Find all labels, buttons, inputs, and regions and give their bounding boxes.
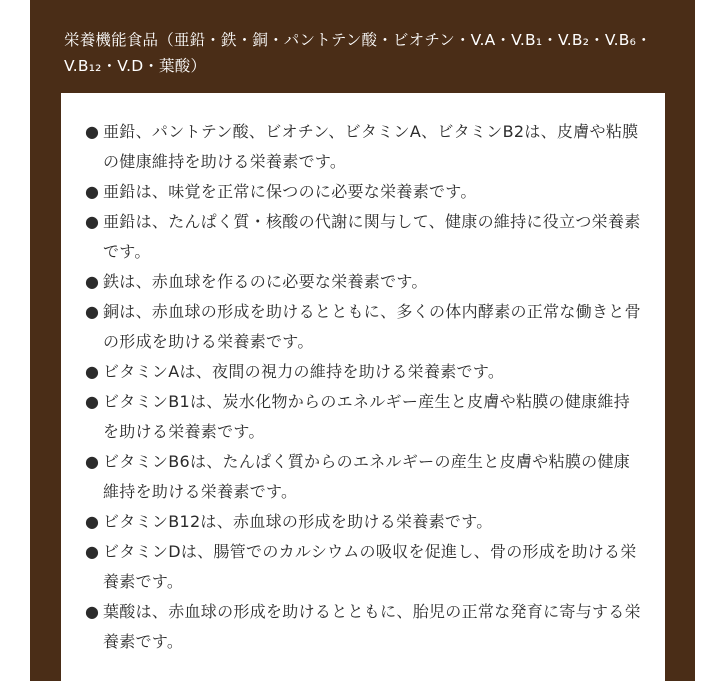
list-item bbox=[85, 267, 645, 297]
list-item-text: ビタミンB12は、赤血球の形成を助ける栄養素です。 bbox=[103, 512, 493, 531]
bullet-icon: ● bbox=[85, 542, 100, 561]
list-item bbox=[85, 357, 645, 387]
bullet-icon: ● bbox=[85, 602, 100, 621]
bullet-icon: ● bbox=[85, 182, 100, 201]
bullet-icon: ● bbox=[85, 272, 100, 291]
list-item bbox=[85, 117, 645, 177]
list-item-text: 葉酸は、赤血球の形成を助けるとともに、胎児の正常な発育に寄与する栄養素です。 bbox=[103, 602, 641, 651]
list-item-text: ビタミンB1は、炭水化物からのエネルギー産生と皮膚や粘膜の健康維持を助ける栄養素です。 bbox=[103, 392, 631, 441]
panel-title: 栄養機能食品（亜鉛・鉄・銅・パントテン酸・ビオチン・V.A・V.B₁・V.B₂・V.B₆・V.B₁₂・V.D・葉酸） bbox=[64, 31, 652, 75]
list-item bbox=[85, 387, 645, 447]
list-item bbox=[85, 507, 645, 537]
bullet-icon: ● bbox=[85, 452, 100, 471]
bullet-icon: ● bbox=[85, 512, 100, 531]
nutrient-claims-list bbox=[85, 117, 645, 657]
list-item bbox=[85, 177, 645, 207]
list-item bbox=[85, 597, 645, 657]
list-item-text: 亜鉛は、たんぱく質・核酸の代謝に関与して、健康の維持に役立つ栄養素です。 bbox=[103, 212, 641, 261]
list-item-text: ビタミンB6は、たんぱく質からのエネルギーの産生と皮膚や粘膜の健康維持を助ける栄養素です。 bbox=[103, 452, 631, 501]
bullet-icon: ● bbox=[85, 392, 100, 411]
list-item bbox=[85, 207, 645, 267]
content-box bbox=[61, 93, 665, 681]
list-item bbox=[85, 297, 645, 357]
nutrition-panel bbox=[30, 0, 695, 681]
list-item-text: 亜鉛は、味覚を正常に保つのに必要な栄養素です。 bbox=[103, 182, 477, 201]
bullet-icon: ● bbox=[85, 212, 100, 231]
list-item bbox=[85, 447, 645, 507]
list-item-text: 銅は、赤血球の形成を助けるとともに、多くの体内酵素の正常な働きと骨の形成を助ける栄養素です。 bbox=[103, 302, 641, 351]
list-item-text: ビタミンDは、腸管でのカルシウムの吸収を促進し、骨の形成を助ける栄養素です。 bbox=[103, 542, 637, 591]
list-item bbox=[85, 537, 645, 597]
bullet-icon: ● bbox=[85, 362, 100, 381]
bullet-icon: ● bbox=[85, 122, 100, 141]
list-item-text: 鉄は、赤血球を作るのに必要な栄養素です。 bbox=[103, 272, 428, 291]
list-item-text: ビタミンAは、夜間の視力の維持を助ける栄養素です。 bbox=[103, 362, 505, 381]
bullet-icon: ● bbox=[85, 302, 100, 321]
list-item-text: 亜鉛、パントテン酸、ビオチン、ビタミンA、ビタミンB2は、皮膚や粘膜の健康維持を助ける栄養素です。 bbox=[103, 122, 639, 171]
